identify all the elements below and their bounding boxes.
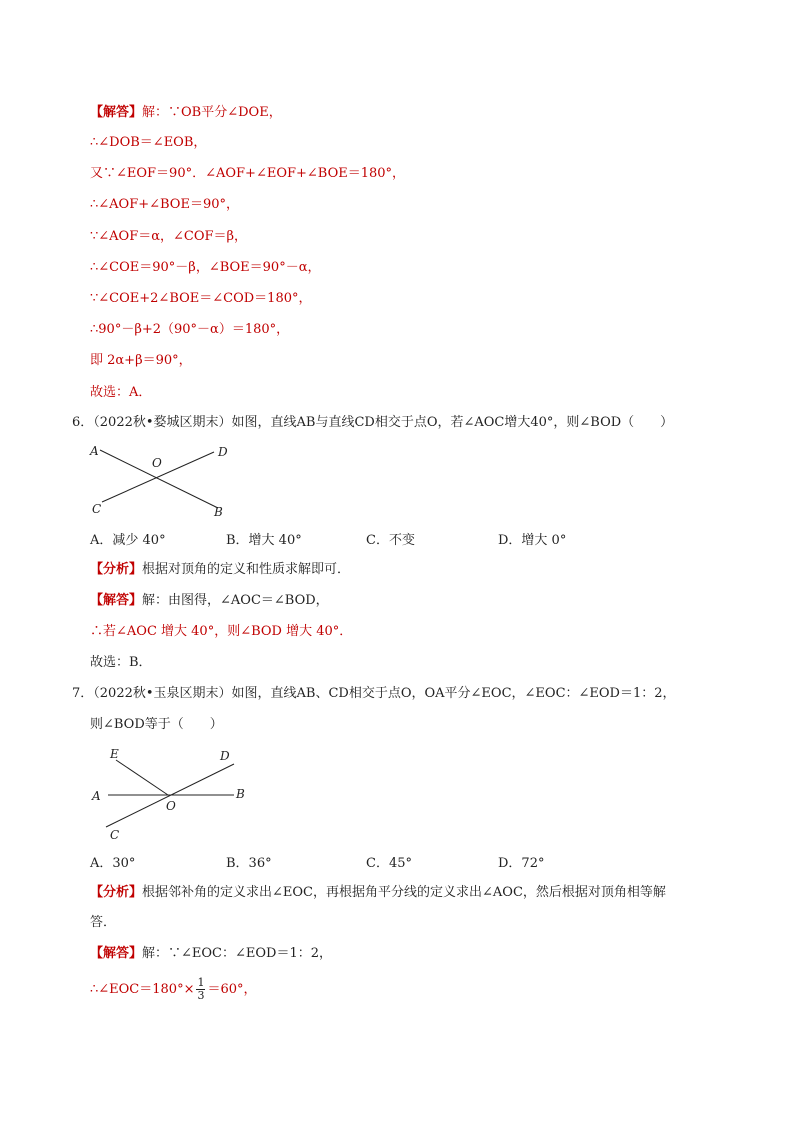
q7-option-a: A．30° [90,856,136,871]
q7-option-d: D．72° [498,856,545,871]
q7-answer-line1 [90,945,332,963]
label-a: A [90,444,99,458]
sol5-line2: ∴∠DOB＝∠EOB， [90,135,207,150]
fraction-denominator: 3 [197,989,205,1002]
q6-option-b: B．增大 40° [226,533,302,548]
label-d: D [220,749,230,763]
answer-tag: 【解答】 [90,593,143,608]
label-o: O [166,799,176,813]
q6-answer-line2: ∴若∠AOC 增大 40°，则∠BOD 增大 40°． [90,624,353,639]
label-c: C [92,502,102,516]
q7-stem-line2: 则∠BOD等于（ ） [90,717,223,732]
q6-answer-text1: 解：由图得，∠AOC＝∠BOD， [142,593,329,608]
sol5-line3: 又∵∠EOF＝90°．∠AOF+∠EOF+∠BOE＝180°， [90,166,406,181]
sol5-line10: 故选：A． [90,385,152,400]
q6-stem: 6．（2022秋•婺城区期末）如图，直线AB与直线CD相交于点O，若∠AOC增大40°，则∠BOD（ ） [72,415,674,430]
q6-figure [84,440,254,520]
sol5-line9: 即 2α+β＝90°， [90,353,192,368]
label-a: A [92,789,101,803]
q7-analysis-line1 [90,884,666,902]
label-c: C [110,828,120,842]
fraction-numerator: 1 [197,976,205,989]
label-b: B [236,787,245,801]
analysis-tag: 【分析】 [90,562,143,577]
q7-analysis-line2: 答． [90,915,117,930]
label-o: O [152,456,162,470]
q7-figure [84,742,254,842]
q6-option-c: C．不变 [366,533,415,548]
sol5-line6: ∴∠COE＝90°－β，∠BOE＝90°－α， [90,260,321,275]
fraction [196,977,205,1002]
label-b: B [214,505,223,519]
q6-option-a: A．减少 40° [90,533,166,548]
q6-option-d: D．增大 0° [498,533,567,548]
q6-analysis [90,561,350,579]
sol5-line7: ∵∠COE+2∠BOE＝∠COD＝180°， [90,291,312,306]
q7-answer-post: ＝60°， [207,982,257,997]
label-e: E [110,747,119,761]
q6-answer-line1 [90,592,329,610]
q7-answer-text1: 解：∵∠EOC：∠EOD＝1：2， [142,946,333,961]
ray-oe [116,760,168,795]
q7-option-b: B．36° [226,856,272,871]
sol5-line8: ∴90°－β+2（90°－α）＝180°， [90,322,290,337]
sol5-line1 [90,104,282,122]
q7-answer-line2 [90,976,257,1004]
sol5-line4: ∴∠AOF+∠BOE＝90°， [90,197,239,212]
q6-analysis-text: 根据对顶角的定义和性质求解即可． [142,562,351,577]
sol5-text1: 解：∵OB平分∠DOE， [142,105,282,120]
q7-stem-line1: 7．（2022秋•玉泉区期末）如图，直线AB、CD相交于点O，OA平分∠EOC，∠EOC：∠EOD＝1：2， [72,686,676,701]
analysis-tag: 【分析】 [90,885,143,900]
q7-option-c: C．45° [366,856,412,871]
answer-tag: 【解答】 [90,946,143,961]
label-d: D [218,445,228,459]
q7-answer-pre: ∴∠EOC＝180°× [90,982,195,997]
answer-tag: 【解答】 [90,105,143,120]
q7-analysis-text1: 根据邻补角的定义求出∠EOC，再根据角平分线的定义求出∠AOC，然后根据对顶角相等解 [142,885,666,900]
q6-answer-line3: 故选：B． [90,655,152,670]
sol5-line5: ∵∠AOF＝α，∠COF＝β， [90,229,248,244]
